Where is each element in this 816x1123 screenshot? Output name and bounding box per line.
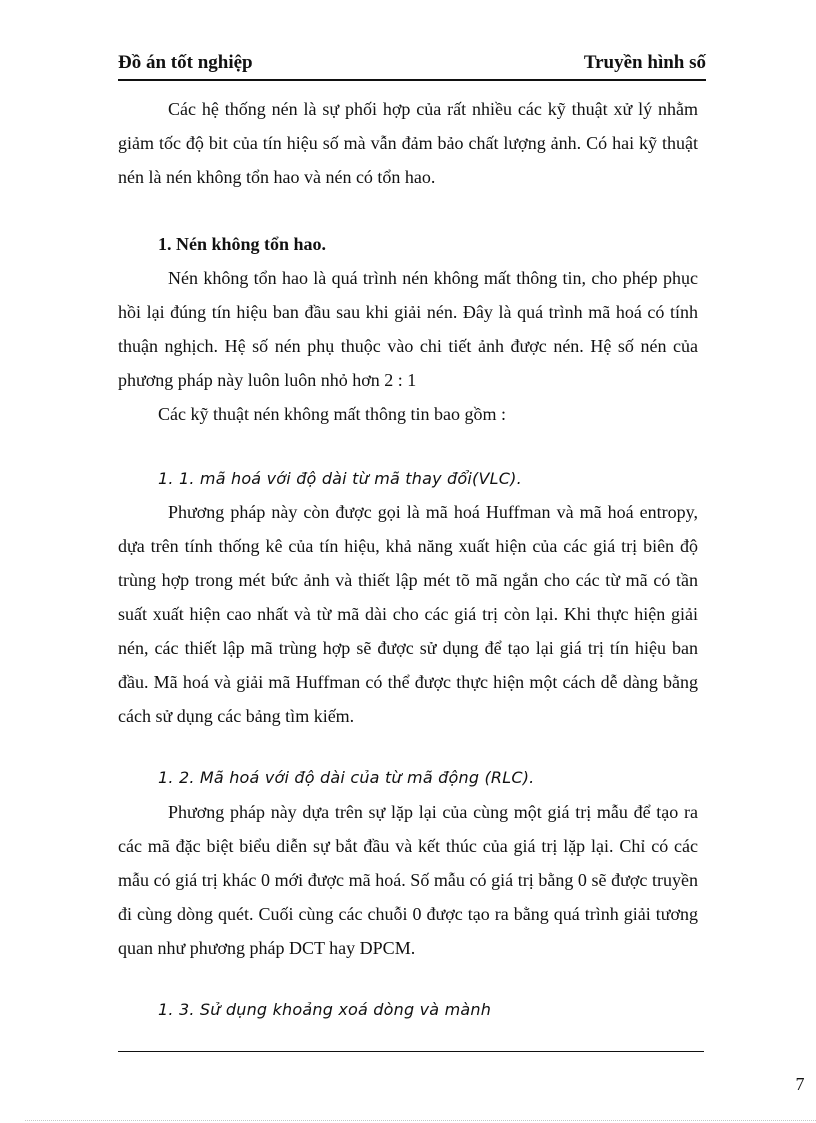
subsection-1-1-paragraph: Phương pháp này còn được gọi là mã hoá Huffman và mã hoá entropy, dựa trên tính thống kê của tín hiệu, khả năng xuất hiện của các giá trị biên độ trùng hợp trong mét bức ảnh và thiết lập mét tõ mã ngắn cho các từ mã có tần suất xuất hiện cao nhất và từ mã dài cho các giá trị còn lại. Khi thực hiện giải nén, các thiết lập mã trùng hợp sẽ được sử dụng để tạo lại giá trị tín hiệu ban đầu. Mã hoá và giải mã Huffman có thể được thực hiện một cách dễ dàng bằng cách sử dụng các bảng tìm kiếm.	[118, 502, 698, 726]
intro-section	[118, 92, 698, 194]
subsection-1-2-body	[118, 795, 698, 965]
header-divider	[118, 79, 706, 81]
section-1-list-intro: Các kỹ thuật nén không mất thông tin bao gồm :	[158, 404, 506, 424]
page-number: 7	[795, 1074, 805, 1094]
page-bottom-edge	[25, 1120, 816, 1121]
subsection-1-2-paragraph: Phương pháp này dựa trên sự lặp lại của cùng một giá trị mẫu để tạo ra các mã đặc biệt biểu diễn sự bắt đầu và kết thúc của giá trị lặp lại. Chỉ có các mẫu có giá trị khác 0 mới được mã hoá. Số mẫu có giá trị bằng 0 sẽ được truyền đi cùng dòng quét. Cuối cùng các chuỗi 0 được tạo ra bằng quá trình giải tương quan như phương pháp DCT hay DPCM.	[118, 802, 698, 958]
section-1-heading: 1. Nén không tổn hao.	[158, 234, 327, 254]
subsection-1-1-heading: 1. 1. mã hoá với độ dài từ mã thay đổi(VLC).	[158, 469, 522, 488]
header-document-type: Đồ án tốt nghiệp	[118, 52, 253, 73]
page-header	[118, 52, 706, 74]
subsection-1-1-body	[118, 495, 698, 733]
intro-paragraph: Các hệ thống nén là sự phối hợp của rất nhiều các kỹ thuật xử lý nhằm giảm tốc độ bit của tín hiệu số mà vẫn đảm bảo chất lượng ảnh. Có hai kỹ thuật nén là nén không tổn hao và nén có tổn hao.	[118, 99, 698, 187]
section-1-body	[118, 261, 698, 431]
subsection-1-2-heading: 1. 2. Mã hoá với độ dài của từ mã động (RLC).	[158, 768, 535, 787]
subsection-1-3-heading: 1. 3. Sử dụng khoảng xoá dòng và mành	[158, 1000, 492, 1019]
section-1-paragraph: Nén không tổn hao là quá trình nén không mất thông tin, cho phép phục hồi lại đúng tín hiệu ban đầu sau khi giải nén. Đây là quá trình mã hoá có tính thuận nghịch. Hệ số nén phụ thuộc vào chi tiết ảnh được nén. Hệ số nén của phương pháp này luôn luôn nhỏ hơn 2 : 1	[118, 268, 698, 390]
footer-divider	[118, 1051, 704, 1052]
header-topic: Truyền hình số	[583, 52, 706, 73]
